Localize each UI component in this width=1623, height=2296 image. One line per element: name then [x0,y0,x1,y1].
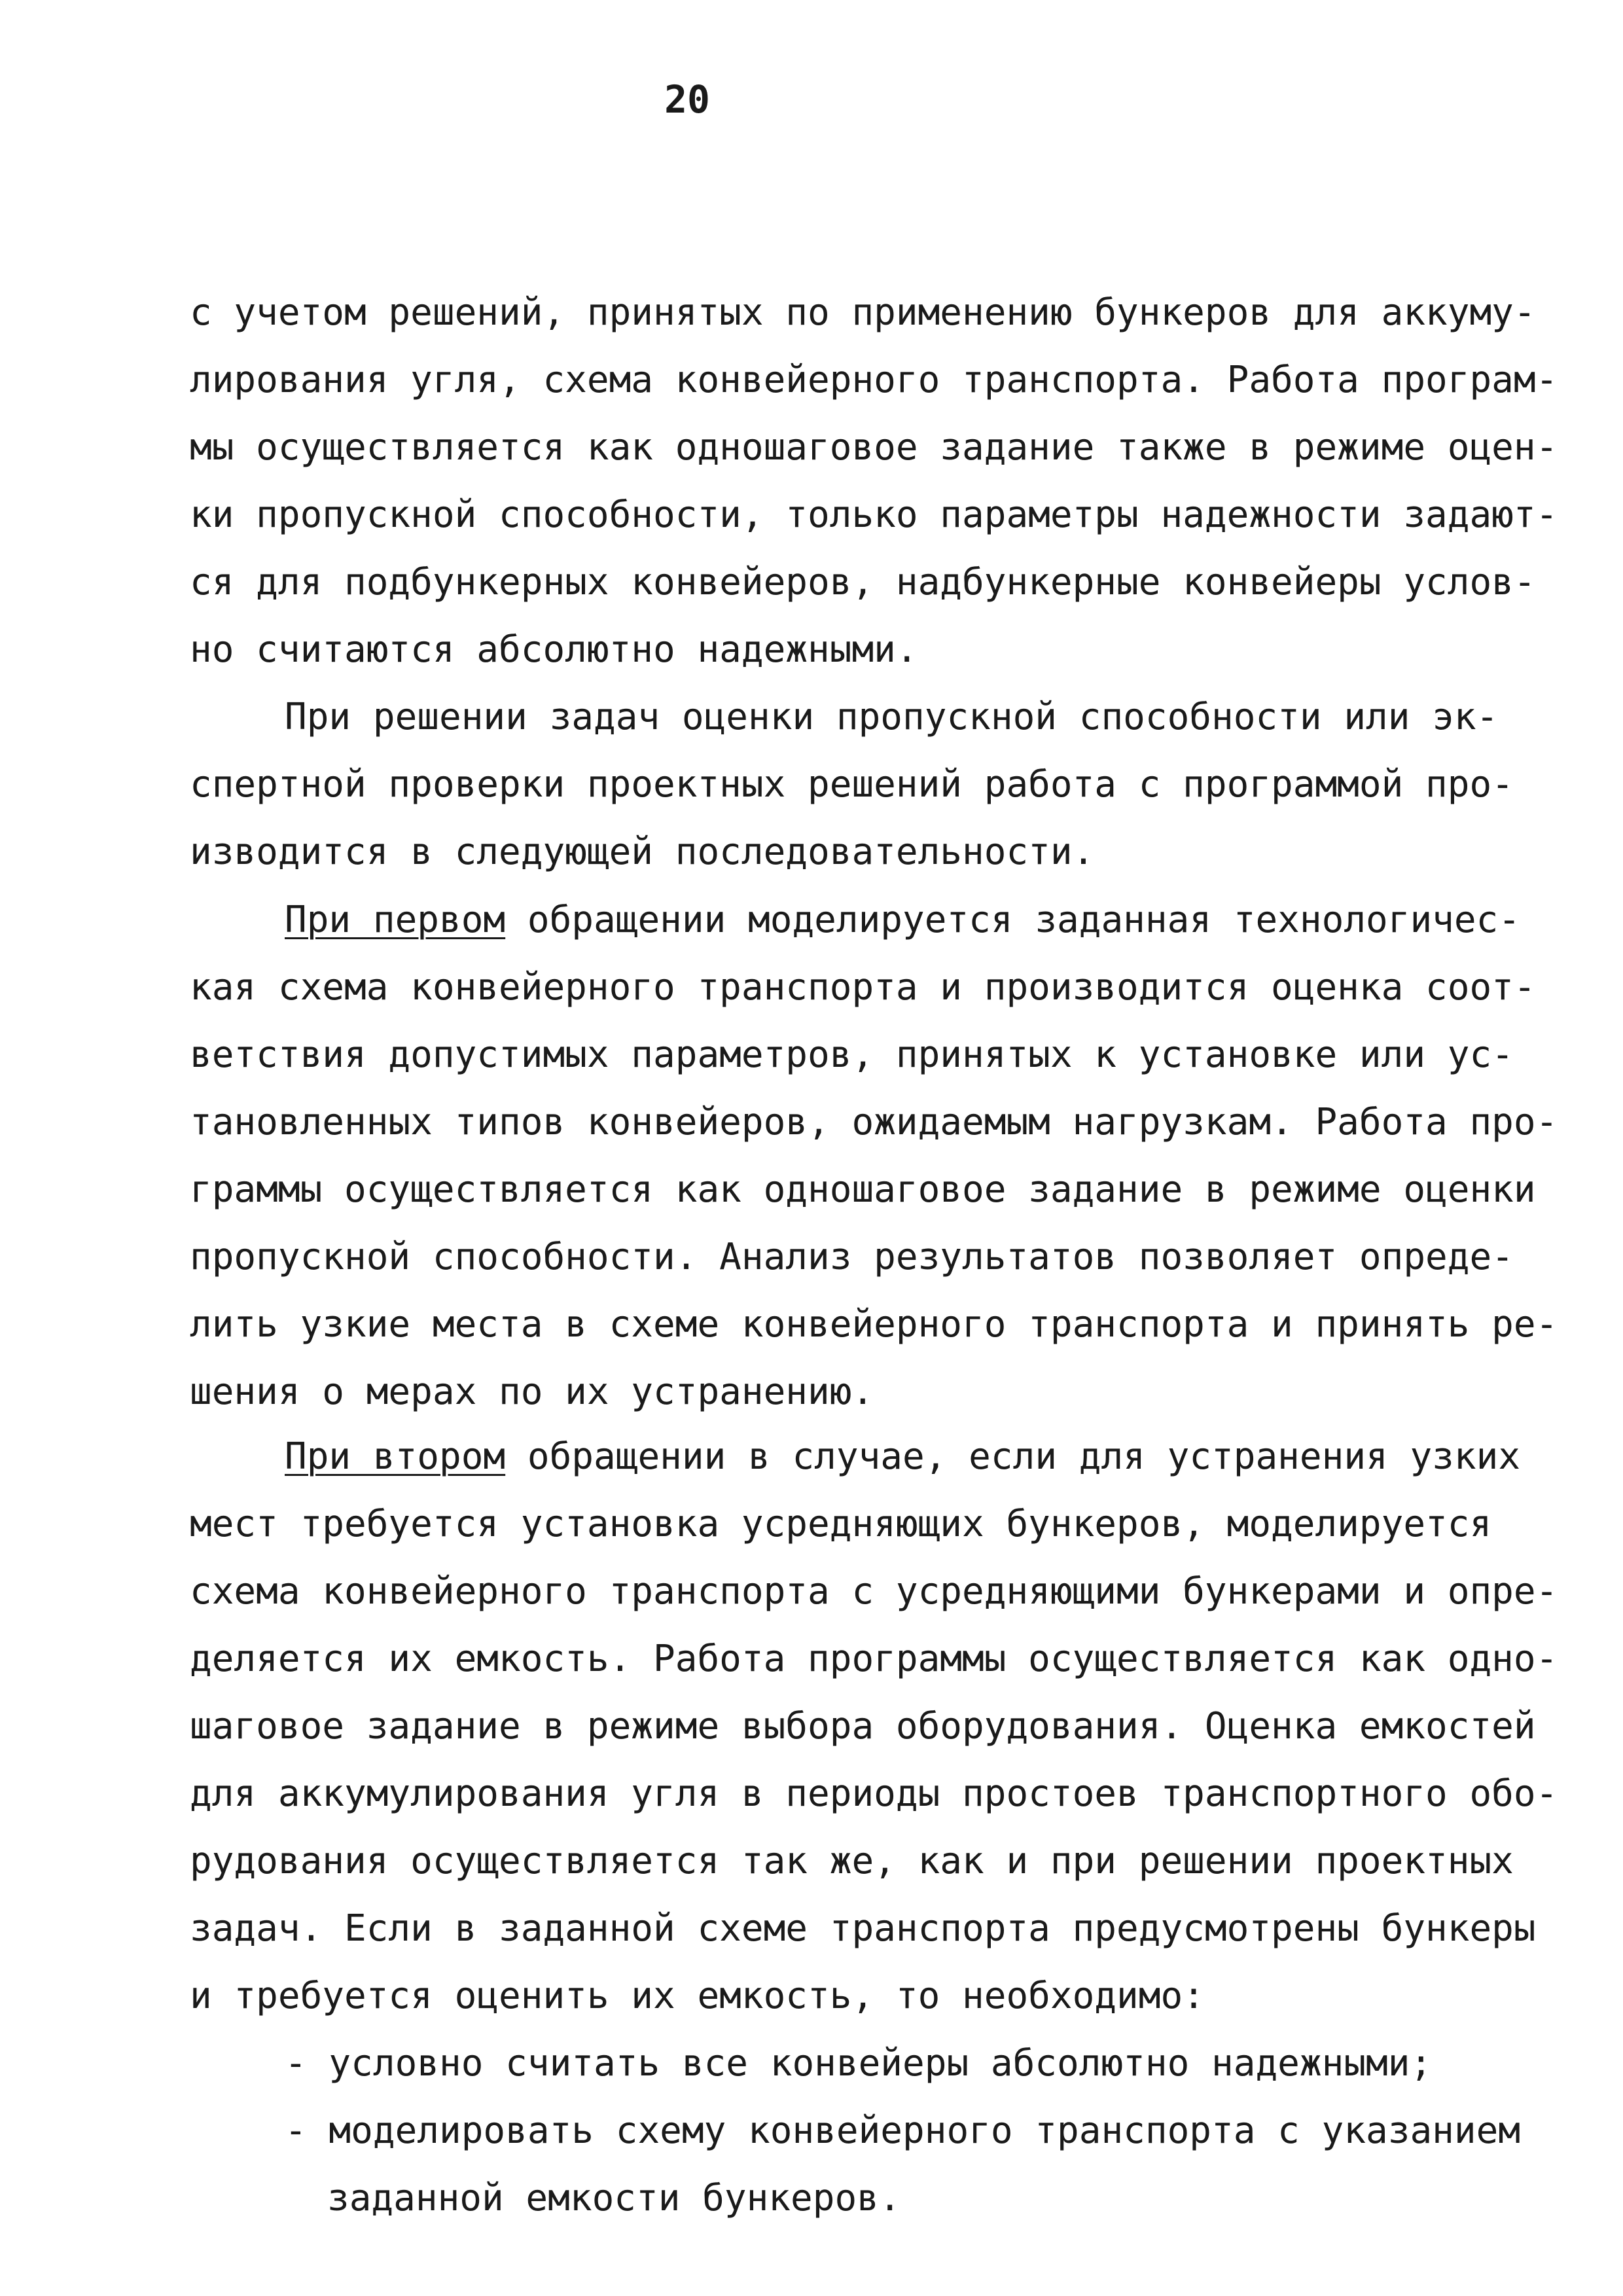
text-line: ки пропускной способности, только параметры надежности задают- [190,493,1558,536]
text-line: с учетом решений, принятых по применению бункеров для аккуму- [190,291,1536,334]
text-line: тановленных типов конвейеров, ожидаемым нагрузкам. Работа про- [190,1101,1558,1143]
underlined-lead: При первом [285,899,506,941]
text-line: ветствия допустимых параметров, принятых к установке или ус- [190,1033,1514,1076]
page-number: 20 [664,77,710,122]
text-line: мест требуется установка усредняющих бункеров, моделируется [190,1503,1492,1545]
text-line: спертной проверки проектных решений работа с программой про- [190,763,1514,806]
text-line: деляется их емкость. Работа программы осуществляется как одно- [190,1638,1558,1680]
text-line: лирования угля, схема конвейерного транспорта. Работа програм- [190,359,1558,401]
text-line: лить узкие места в схеме конвейерного транспорта и принять ре- [190,1303,1558,1346]
text-line-with-lead [285,1435,1521,1478]
text-line-rest: обращении моделируется заданная технологичес- [505,899,1521,941]
text-line: рудования осуществляется так же, как и при решении проектных [190,1840,1514,1882]
text-line: для аккумулирования угля в периоды простоев транспортного обо- [190,1772,1558,1815]
list-item: - условно считать все конвейеры абсолютно надежными; [285,2042,1433,2085]
list-item: - моделировать схему конвейерного транспорта с указанием [285,2109,1521,2152]
text-line: изводится в следующей последовательности. [190,831,1095,873]
text-line: и требуется оценить их емкость, то необходимо: [190,1975,1205,2017]
text-line: но считаются абсолютно надежными. [190,628,918,671]
text-line: шаговое задание в режиме выбора оборудования. Оценка емкостей [190,1705,1536,1748]
text-line: пропускной способности. Анализ результатов позволяет опреде- [190,1236,1514,1278]
underlined-lead: При втором [285,1435,506,1478]
text-line-rest: обращении в случае, если для устранения узких [505,1435,1521,1478]
text-line: шения о мерах по их устранению. [190,1371,874,1413]
list-item-continuation: заданной емкости бункеров. [327,2177,901,2219]
text-line-with-lead [285,899,1521,941]
text-line: задач. Если в заданной схеме транспорта предусмотрены бункеры [190,1907,1536,1950]
text-line: граммы осуществляется как одношаговое задание в режиме оценки [190,1168,1536,1211]
text-line: схема конвейерного транспорта с усредняющими бункерами и опре- [190,1570,1558,1613]
text-line: При решении задач оценки пропускной способности или эк- [285,696,1499,738]
text-line: мы осуществляется как одношаговое задание также в режиме оцен- [190,426,1558,469]
text-line: кая схема конвейерного транспорта и производится оценка соот- [190,966,1536,1009]
text-line: ся для подбункерных конвейеров, надбункерные конвейеры услов- [190,561,1536,603]
